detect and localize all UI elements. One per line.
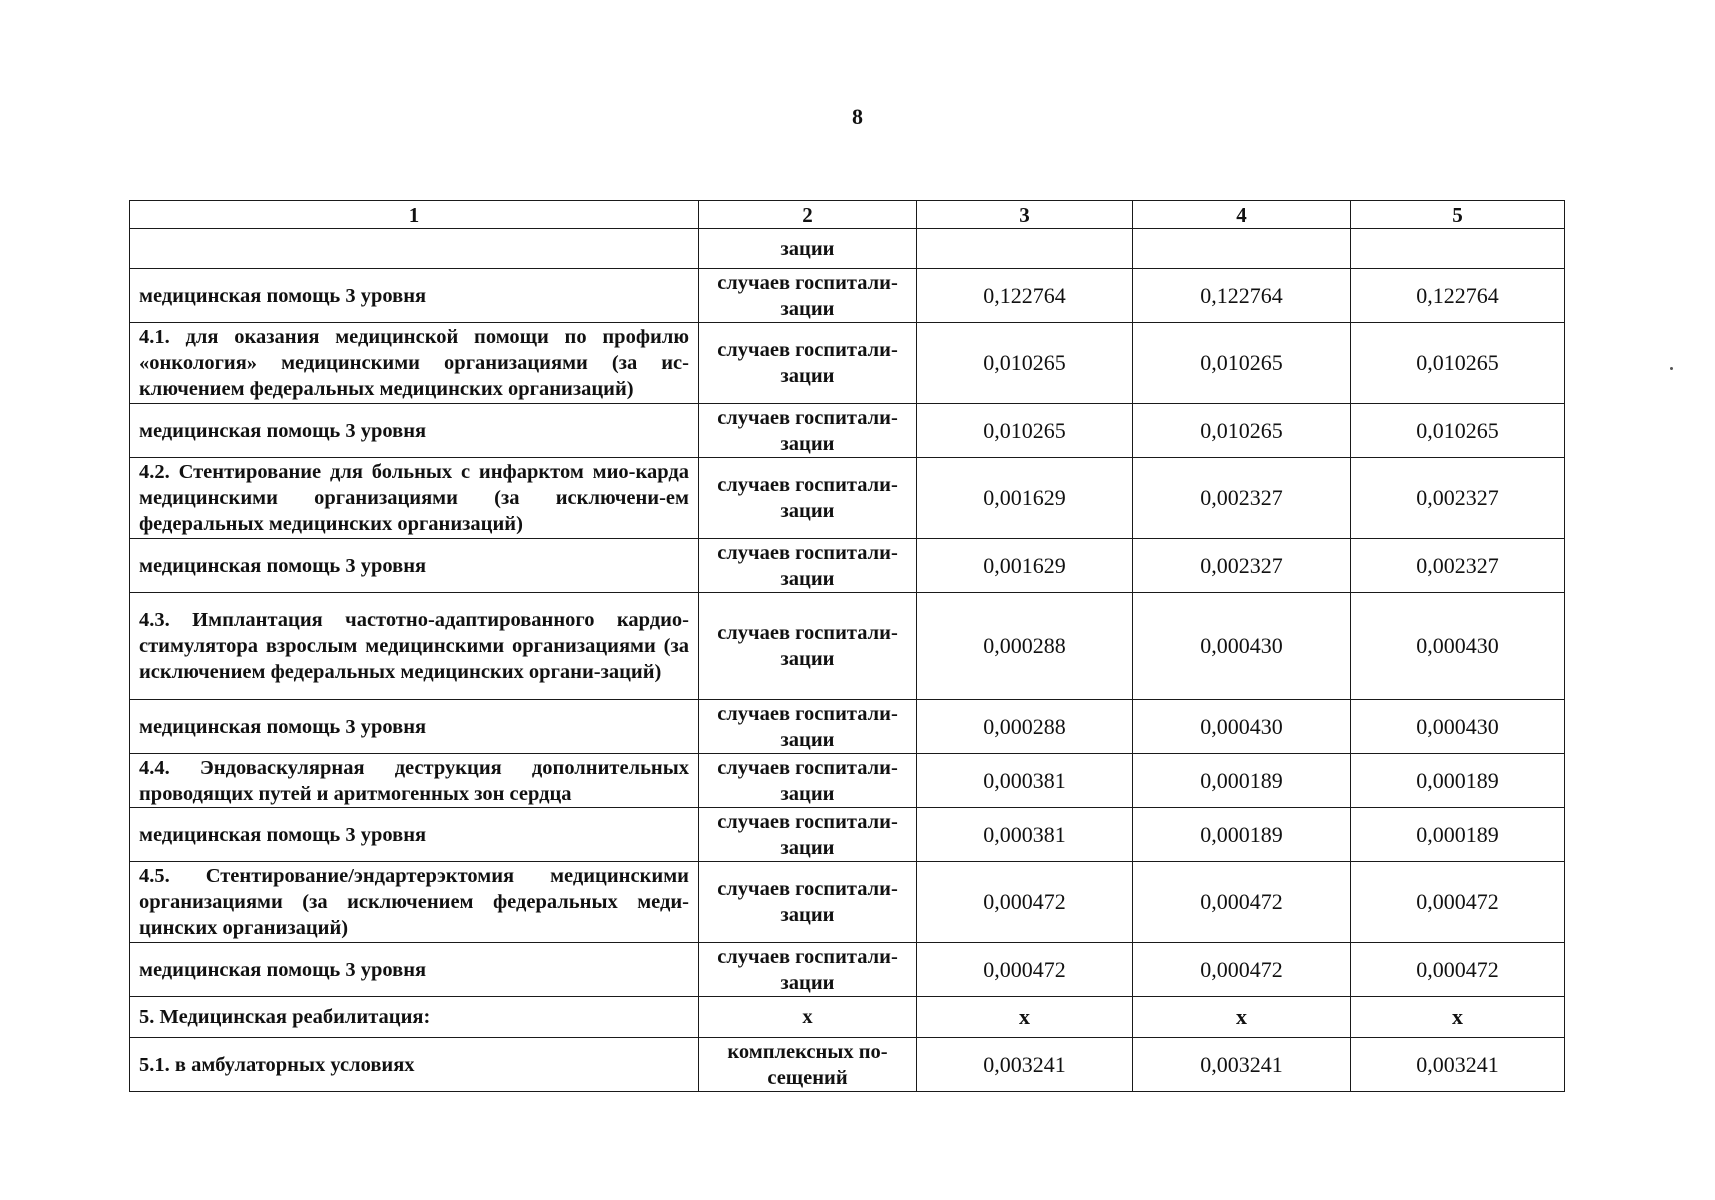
row-unit: комплексных по-сещений	[699, 1038, 917, 1092]
row-label: медицинская помощь 3 уровня	[130, 539, 699, 593]
row-value-col5: 0,002327	[1351, 458, 1565, 539]
row-value-col5: 0,000189	[1351, 754, 1565, 808]
column-header-3: 3	[917, 201, 1133, 229]
row-value-col3: 0,000472	[917, 943, 1133, 997]
row-unit: случаев госпитали-зации	[699, 458, 917, 539]
table-row	[130, 700, 1565, 754]
column-header-5: 5	[1351, 201, 1565, 229]
row-value-col3: х	[917, 997, 1133, 1038]
table-row	[130, 754, 1565, 808]
row-value-col4: 0,000189	[1133, 808, 1351, 862]
row-unit: случаев госпитали-зации	[699, 269, 917, 323]
row-value-col4: 0,000472	[1133, 862, 1351, 943]
row-value-col5: 0,000430	[1351, 593, 1565, 700]
row-value-col4: 0,000472	[1133, 943, 1351, 997]
row-value-col5: 0,003241	[1351, 1038, 1565, 1092]
table-row	[130, 404, 1565, 458]
row-value-col5: 0,010265	[1351, 323, 1565, 404]
table-row	[130, 323, 1565, 404]
row-value-col4: 0,003241	[1133, 1038, 1351, 1092]
row-label: медицинская помощь 3 уровня	[130, 943, 699, 997]
row-value-col3: 0,000288	[917, 593, 1133, 700]
row-value-col4: 0,000189	[1133, 754, 1351, 808]
row-unit: случаев госпитали-зации	[699, 323, 917, 404]
row-value-col3	[917, 229, 1133, 269]
row-value-col3: 0,010265	[917, 323, 1133, 404]
row-label: 5. Медицинская реабилитация:	[130, 997, 699, 1038]
row-value-col5: 0,000472	[1351, 943, 1565, 997]
row-value-col3: 0,000381	[917, 808, 1133, 862]
row-unit: случаев госпитали-зации	[699, 943, 917, 997]
table-row	[130, 1038, 1565, 1092]
row-value-col5: 0,000472	[1351, 862, 1565, 943]
row-label	[130, 229, 699, 269]
row-value-col5	[1351, 229, 1565, 269]
row-value-col4: 0,002327	[1133, 539, 1351, 593]
row-value-col3: 0,000381	[917, 754, 1133, 808]
table-row	[130, 862, 1565, 943]
row-value-col5: 0,002327	[1351, 539, 1565, 593]
table-row	[130, 269, 1565, 323]
row-label: 4.2. Стентирование для больных с инфарктом мио-карда медицинскими организациями (за исключени-ем федеральных медицинских организаций)	[130, 458, 699, 539]
row-unit: случаев госпитали-зации	[699, 593, 917, 700]
row-label: медицинская помощь 3 уровня	[130, 404, 699, 458]
row-value-col4: 0,010265	[1133, 404, 1351, 458]
data-table	[129, 200, 1565, 1092]
page-number: 8	[852, 104, 863, 129]
row-value-col5: 0,000430	[1351, 700, 1565, 754]
row-unit: случаев госпитали-зации	[699, 539, 917, 593]
row-value-col4: 0,122764	[1133, 269, 1351, 323]
row-value-col5: 0,122764	[1351, 269, 1565, 323]
table-row	[130, 808, 1565, 862]
row-label: медицинская помощь 3 уровня	[130, 269, 699, 323]
row-label: 4.3. Имплантация частотно-адаптированного кардио-стимулятора взрослым медицинскими организациями (за исключением федеральных медицинских органи-заций)	[130, 593, 699, 700]
header-row	[130, 201, 1565, 229]
row-value-col3: 0,003241	[917, 1038, 1133, 1092]
row-value-col3: 0,000472	[917, 862, 1133, 943]
table-row	[130, 593, 1565, 700]
row-unit: случаев госпитали-зации	[699, 862, 917, 943]
row-unit: случаев госпитали-зации	[699, 700, 917, 754]
column-header-1: 1	[130, 201, 699, 229]
row-unit: зации	[699, 229, 917, 269]
row-value-col4: 0,010265	[1133, 323, 1351, 404]
row-label: 5.1. в амбулаторных условиях	[130, 1038, 699, 1092]
table-row	[130, 458, 1565, 539]
row-value-col5: 0,010265	[1351, 404, 1565, 458]
row-unit: случаев госпитали-зации	[699, 404, 917, 458]
row-unit: х	[699, 997, 917, 1038]
table-row	[130, 997, 1565, 1038]
row-value-col4: х	[1133, 997, 1351, 1038]
row-value-col3: 0,001629	[917, 458, 1133, 539]
row-label: медицинская помощь 3 уровня	[130, 700, 699, 754]
table-row	[130, 229, 1565, 269]
scan-artifact-dot	[1670, 367, 1673, 370]
row-label: медицинская помощь 3 уровня	[130, 808, 699, 862]
column-header-4: 4	[1133, 201, 1351, 229]
row-value-col4: 0,000430	[1133, 593, 1351, 700]
row-label: 4.5. Стентирование/эндартерэктомия медицинскими организациями (за исключением федеральных меди-цинских организаций)	[130, 862, 699, 943]
table-row	[130, 539, 1565, 593]
row-value-col5: х	[1351, 997, 1565, 1038]
row-value-col4: 0,002327	[1133, 458, 1351, 539]
row-label: 4.4. Эндоваскулярная деструкция дополнительных проводящих путей и аритмогенных зон сердца	[130, 754, 699, 808]
column-header-2: 2	[699, 201, 917, 229]
row-unit: случаев госпитали-зации	[699, 808, 917, 862]
table-row	[130, 943, 1565, 997]
row-value-col5: 0,000189	[1351, 808, 1565, 862]
row-value-col3: 0,000288	[917, 700, 1133, 754]
row-value-col4	[1133, 229, 1351, 269]
row-value-col3: 0,122764	[917, 269, 1133, 323]
row-unit: случаев госпитали-зации	[699, 754, 917, 808]
row-value-col3: 0,010265	[917, 404, 1133, 458]
row-value-col3: 0,001629	[917, 539, 1133, 593]
row-label: 4.1. для оказания медицинской помощи по профилю «онкология» медицинскими организациями (за ис-ключением федеральных медицинских организаций)	[130, 323, 699, 404]
row-value-col4: 0,000430	[1133, 700, 1351, 754]
